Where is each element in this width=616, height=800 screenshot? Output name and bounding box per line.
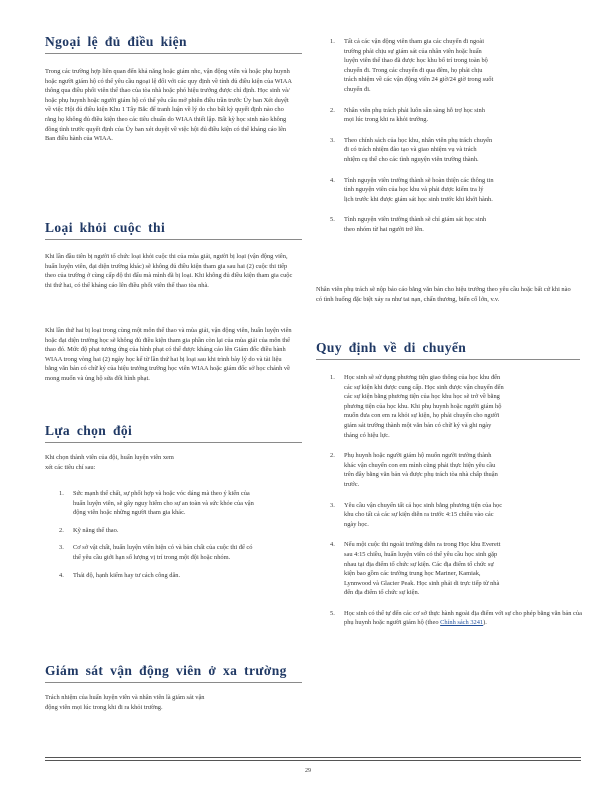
- list-item: 3. Theo chính sách của học khu, nhân viên phụ trách chuyến đi có trách nhiệm đào tạo và giao nhiệm vụ và trách nhiệm cụ thể cho các tình nguyện viên trường thành.: [330, 136, 493, 163]
- list-item: 5. Tình nguyện viên trường thành sẽ chỉ giám sát học sinh theo nhóm từ hai người trở lên.: [330, 216, 487, 233]
- team-selection-criteria-list: [59, 489, 259, 580]
- page-number: 29: [305, 768, 311, 774]
- list-item: 4. Nếu một cuộc thi ngoài trường diễn ra trong Học khu Everett sau 4:15 chiều, huấn luyện viên có thể yêu cầu học sinh gặp nhau tại địa điểm tổ chức sự kiện. Các địa điểm tổ chức sự kiện bao gồm các trường trung học Mariner, Kamiak, Lynnwood và Glacier Peak. Học sinh phải di trực tiếp từ nhà đến địa điểm tổ chức sự kiện.: [330, 541, 501, 597]
- heading-rule: [45, 682, 302, 683]
- policy-3241-link[interactable]: Chính sách 3241: [440, 619, 484, 627]
- list-item: 3. Yêu cầu vận chuyển tất cả học sinh bằng phương tiện của học khu cho tất cả các sự kiện diễn ra trước 4:15 chiều vào các ngày học.: [330, 501, 503, 528]
- heading-off-campus-supervision: Giám sát vận động viên ở xa trường: [45, 663, 287, 678]
- heading-ejection: Loại khỏi cuộc thi: [45, 220, 166, 235]
- heading-rule: [45, 53, 302, 54]
- list-item: 1. Sức mạnh thể chất, sự phối hợp và hoặc vóc dáng mà theo ý kiến của huấn luyện viên, sẽ gây nguy hiểm cho sự an toàn và sức khỏe của vận động viên hoặc những người tham gia khác.: [59, 490, 254, 517]
- paragraph-incident-report: Nhân viên phụ trách sẽ nộp báo cáo bằng văn bản cho hiệu trưởng theo yêu cầu hoặc bất cứ khi nào có tình huống đặc biệt xảy ra như tai nạn, chấn thương, biến cố lớn, v.v.: [316, 286, 571, 303]
- paragraph-off-campus-supervision: Trách nhiệm của huấn luyện viên và nhân viên là giám sát vận động viên mọi lúc trong khi đi ra khỏi trường.: [45, 694, 205, 711]
- heading-travel-rules: Quy định về di chuyển: [316, 340, 467, 355]
- paragraph-team-selection-intro: Khi chọn thành viên của đội, huấn luyện viên xem xét các tiêu chí sau:: [45, 454, 174, 471]
- heading-rule: [45, 442, 302, 443]
- list-item: 4. Thái độ, hạnh kiểm hay tư cách công dân.: [59, 571, 181, 579]
- list-item: 1. Tất cả các vận động viên tham gia các chuyến đi ngoài trường phải chịu sự giám sát của nhân viên hoặc huấn luyện viên thể thao đã được học khu bổ trí trong toàn bộ chuyến đi. Trong các chuyến đi qua đêm, họ phải chịu trách nhiệm về các vận động viên 24 giờ/24 giờ trong suốt chuyến đi.: [330, 38, 494, 93]
- footer-rule: [45, 757, 581, 758]
- supervision-rules-list: [330, 37, 494, 235]
- list-item: 1. Học sinh sẽ sử dụng phương tiện giao thông của học khu đến các sự kiện khi được cung cấp. Học sinh được vận chuyển đến các sự kiện bằng phương tiện của học khu học sẽ trở về bằng phương tiện của học khu. Khi phụ huynh hoặc người giám hộ muốn đưa con em ra khỏi sự kiện, họ phải chuyển cho người giám sát trường thành một văn bản có chữ ký và ghi ngày tháng có hiệu lực.: [330, 374, 504, 439]
- footer-rule: [45, 760, 581, 761]
- paragraph-ejection-second: Khi lần thứ hai bị loại trong cùng một môn thể thao và mùa giải, vận động viên, huấn luyện viên hoặc đại diện trường học sẽ không đủ điều kiện tham gia phần còn lại của mùa giải của môn thể thao đó. Mức độ phạt tương ứng của hình phạt có thể được kháng cáo lên Giám đốc điều hành WIAA trong vòng hai (2) ngày học kể từ lần thứ hai bị loại sau khi trình bày lý do và tài liệu bằng văn bản có chữ ký của hiệu trưởng trường học viên WIAA hoặc giám đốc sở học chánh về mong muốn và ủng hộ sửa đổi hình phạt.: [45, 327, 292, 382]
- list-item: 4. Tình nguyện viên trường thành sẽ hoàn thiện các thông tin tình nguyện viên của học khu và phải được kiểm tra lý lịch trước khi được giám sát học sinh trước khi khởi hành.: [330, 176, 494, 203]
- travel-rules-list: [330, 373, 582, 628]
- paragraph-ejection-first: Khi lần đầu tiên bị người tổ chức loại khỏi cuộc thi của mùa giải, người bị loại (vận động viên, huấn luyện viên, đại diện trường khác) sẽ không đủ điều kiện tham gia sau hai (2) cuộc thi tiếp theo của trường ở cùng cấp độ thi đấu mà mình đã bị loại. Khi không đủ điều kiện tham gia cuộc thi thứ hai, có thể kháng cáo lên điều phối viên thể thao tòa nhà.: [45, 253, 293, 289]
- list-item: 2. Nhân viên phụ trách phải luôn sẵn sàng hỗ trợ học sinh mọi lúc trong khi ra khỏi trường.: [330, 106, 485, 124]
- list-item: 3. Cơ sở vật chất, huấn luyện viên hiện có và bản chất của cuộc thi để có thể yêu cầu giới hạn số lượng vị trí trong một đội hoặc nhóm.: [59, 544, 253, 561]
- heading-rule: [45, 239, 302, 240]
- paragraph-eligibility-exceptions: Trong các trường hợp liên quan đến khả năng hoặc giám nhc, vận động viên và hoặc phụ huynh hoặc người giám hộ có thể yêu cầu ngoại lệ đối với các quy định về tính đủ điều kiện của WIAA thông qua điều phối viên thể thao của tòa nhà hoặc phó hiệu trưởng được chỉ định. Học sinh và/ hoặc phụ huynh hoặc người giám hộ có thể yêu cầu mở phiên điều trần trước Ủy ban Xét duyệt về việc Hội đủ điều kiện Khu 1 Tây Bắc để tranh luận về lý do cho bất kỳ quyết định nào cho rằng họ không đủ điều kiện theo các tiêu chuẩn do WIAA thiết lập. Bất kỳ học sinh nào không đồng tình trước quyết định của Ủy ban xét duyệt về việc hội đủ điều kiện có thể kháng cáo lên Ban điều hành của WIAA.: [45, 68, 292, 143]
- list-item: 5. Học sinh có thể tự đến các cơ sở thực hành ngoài địa điểm với sự cho phép bằng văn bản của phụ huynh hoặc người giám hộ (theo Chính sách 3241).: [330, 609, 582, 627]
- heading-eligibility-exceptions: Ngoại lệ đủ điều kiện: [45, 34, 187, 49]
- heading-team-selection: Lựa chọn đội: [45, 423, 133, 438]
- heading-rule: [316, 359, 580, 360]
- list-item: 2. Kỹ năng thể thao.: [59, 526, 119, 534]
- list-item: 2. Phụ huynh hoặc người giám hộ muốn người trường thành khác vận chuyển con em mình cũng phải thực hiện yêu cầu trên đây bằng văn bản và được phụ trách tòa nhà chấp thuận trước.: [330, 452, 498, 488]
